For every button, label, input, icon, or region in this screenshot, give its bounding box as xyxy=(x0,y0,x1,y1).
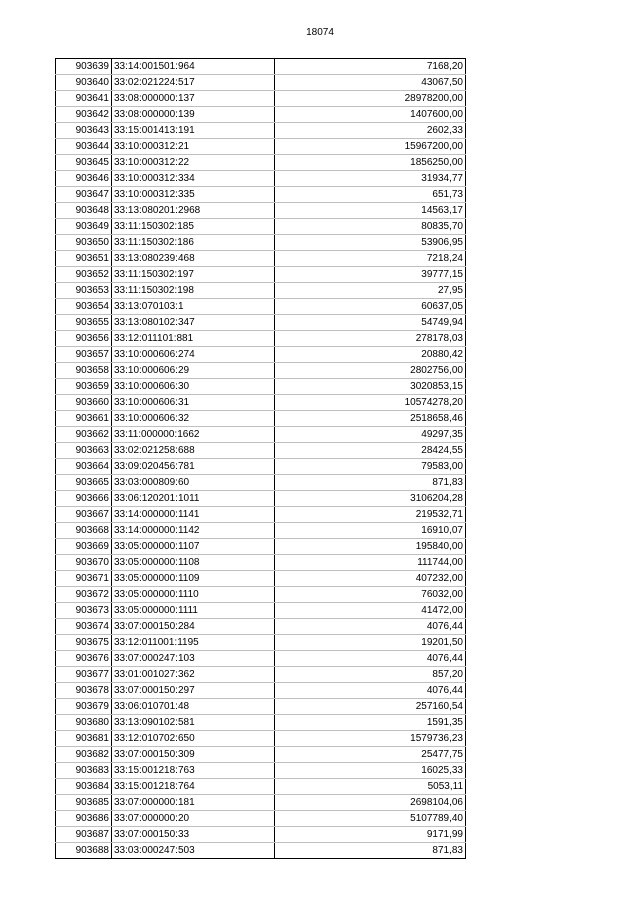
cadastral-number-cell: 33:10:000606:31 xyxy=(112,395,275,411)
cadastral-number-cell: 33:03:000247:503 xyxy=(112,843,275,859)
value-cell: 43067,50 xyxy=(275,75,466,91)
cadastral-number-cell: 33:13:080201:2968 xyxy=(112,203,275,219)
value-cell: 257160,54 xyxy=(275,699,466,715)
table-row xyxy=(56,811,466,827)
value-cell: 54749,94 xyxy=(275,315,466,331)
row-id-cell: 903648 xyxy=(56,203,112,219)
row-id-cell: 903683 xyxy=(56,763,112,779)
value-cell: 79583,00 xyxy=(275,459,466,475)
value-cell: 76032,00 xyxy=(275,587,466,603)
value-cell: 9171,99 xyxy=(275,827,466,843)
value-cell: 25477,75 xyxy=(275,747,466,763)
row-id-cell: 903643 xyxy=(56,123,112,139)
value-cell: 20880,42 xyxy=(275,347,466,363)
row-id-cell: 903642 xyxy=(56,107,112,123)
row-id-cell: 903672 xyxy=(56,587,112,603)
row-id-cell: 903681 xyxy=(56,731,112,747)
value-cell: 4076,44 xyxy=(275,619,466,635)
cadastral-number-cell: 33:05:000000:1108 xyxy=(112,555,275,571)
cadastral-number-cell: 33:10:000606:29 xyxy=(112,363,275,379)
cadastral-number-cell: 33:07:000000:181 xyxy=(112,795,275,811)
value-cell: 1579736,23 xyxy=(275,731,466,747)
table-row xyxy=(56,75,466,91)
cadastral-number-cell: 33:05:000000:1109 xyxy=(112,571,275,587)
table-row xyxy=(56,411,466,427)
value-cell: 278178,03 xyxy=(275,331,466,347)
cadastral-number-cell: 33:11:150302:185 xyxy=(112,219,275,235)
value-cell: 111744,00 xyxy=(275,555,466,571)
data-table xyxy=(55,58,466,859)
table-row xyxy=(56,299,466,315)
row-id-cell: 903680 xyxy=(56,715,112,731)
table-row xyxy=(56,395,466,411)
row-id-cell: 903654 xyxy=(56,299,112,315)
table-row xyxy=(56,555,466,571)
table-row xyxy=(56,635,466,651)
row-id-cell: 903651 xyxy=(56,251,112,267)
cadastral-number-cell: 33:02:021224:517 xyxy=(112,75,275,91)
cadastral-number-cell: 33:07:000150:33 xyxy=(112,827,275,843)
row-id-cell: 903656 xyxy=(56,331,112,347)
table-row xyxy=(56,523,466,539)
cadastral-number-cell: 33:07:000150:297 xyxy=(112,683,275,699)
table-row xyxy=(56,731,466,747)
cadastral-number-cell: 33:11:150302:198 xyxy=(112,283,275,299)
table-row xyxy=(56,443,466,459)
cadastral-number-cell: 33:15:001218:763 xyxy=(112,763,275,779)
value-cell: 1591,35 xyxy=(275,715,466,731)
value-cell: 3106204,28 xyxy=(275,491,466,507)
table-row xyxy=(56,683,466,699)
row-id-cell: 903676 xyxy=(56,651,112,667)
value-cell: 28424,55 xyxy=(275,443,466,459)
table-row xyxy=(56,763,466,779)
value-cell: 857,20 xyxy=(275,667,466,683)
table-row xyxy=(56,107,466,123)
value-cell: 16910,07 xyxy=(275,523,466,539)
table-row xyxy=(56,331,466,347)
row-id-cell: 903653 xyxy=(56,283,112,299)
row-id-cell: 903646 xyxy=(56,171,112,187)
row-id-cell: 903665 xyxy=(56,475,112,491)
cadastral-number-cell: 33:12:011001:1195 xyxy=(112,635,275,651)
value-cell: 19201,50 xyxy=(275,635,466,651)
table-row xyxy=(56,795,466,811)
table-row xyxy=(56,363,466,379)
value-cell: 3020853,15 xyxy=(275,379,466,395)
cadastral-number-cell: 33:10:000606:274 xyxy=(112,347,275,363)
table-row xyxy=(56,843,466,859)
row-id-cell: 903663 xyxy=(56,443,112,459)
value-cell: 7168,20 xyxy=(275,59,466,75)
row-id-cell: 903652 xyxy=(56,267,112,283)
table-row xyxy=(56,283,466,299)
table-row xyxy=(56,507,466,523)
table-row xyxy=(56,475,466,491)
cadastral-number-cell: 33:10:000312:335 xyxy=(112,187,275,203)
cadastral-number-cell: 33:05:000000:1111 xyxy=(112,603,275,619)
table-row xyxy=(56,171,466,187)
table-row xyxy=(56,203,466,219)
value-cell: 4076,44 xyxy=(275,651,466,667)
table-row xyxy=(56,667,466,683)
cadastral-number-cell: 33:11:150302:197 xyxy=(112,267,275,283)
row-id-cell: 903664 xyxy=(56,459,112,475)
row-id-cell: 903655 xyxy=(56,315,112,331)
cadastral-number-cell: 33:14:001501:964 xyxy=(112,59,275,75)
value-cell: 16025,33 xyxy=(275,763,466,779)
row-id-cell: 903644 xyxy=(56,139,112,155)
cadastral-number-cell: 33:06:010701:48 xyxy=(112,699,275,715)
row-id-cell: 903640 xyxy=(56,75,112,91)
cadastral-number-cell: 33:11:150302:186 xyxy=(112,235,275,251)
row-id-cell: 903668 xyxy=(56,523,112,539)
row-id-cell: 903641 xyxy=(56,91,112,107)
cadastral-number-cell: 33:12:010702:650 xyxy=(112,731,275,747)
row-id-cell: 903685 xyxy=(56,795,112,811)
row-id-cell: 903687 xyxy=(56,827,112,843)
value-cell: 49297,35 xyxy=(275,427,466,443)
cadastral-number-cell: 33:07:000150:309 xyxy=(112,747,275,763)
table-row xyxy=(56,651,466,667)
table-row xyxy=(56,251,466,267)
cadastral-number-cell: 33:12:011101:881 xyxy=(112,331,275,347)
table-row xyxy=(56,155,466,171)
cadastral-number-cell: 33:14:000000:1142 xyxy=(112,523,275,539)
value-cell: 28978200,00 xyxy=(275,91,466,107)
value-cell: 7218,24 xyxy=(275,251,466,267)
table-row xyxy=(56,187,466,203)
cadastral-number-cell: 33:10:000312:334 xyxy=(112,171,275,187)
cadastral-number-cell: 33:06:120201:1011 xyxy=(112,491,275,507)
value-cell: 14563,17 xyxy=(275,203,466,219)
row-id-cell: 903639 xyxy=(56,59,112,75)
row-id-cell: 903650 xyxy=(56,235,112,251)
row-id-cell: 903670 xyxy=(56,555,112,571)
cadastral-number-cell: 33:10:000312:21 xyxy=(112,139,275,155)
table-row xyxy=(56,235,466,251)
row-id-cell: 903679 xyxy=(56,699,112,715)
cadastral-number-cell: 33:05:000000:1110 xyxy=(112,587,275,603)
table-row xyxy=(56,603,466,619)
table-row xyxy=(56,91,466,107)
cadastral-number-cell: 33:10:000312:22 xyxy=(112,155,275,171)
value-cell: 407232,00 xyxy=(275,571,466,587)
cadastral-number-cell: 33:07:000247:103 xyxy=(112,651,275,667)
table-body xyxy=(56,59,466,859)
cadastral-number-cell: 33:08:000000:137 xyxy=(112,91,275,107)
row-id-cell: 903678 xyxy=(56,683,112,699)
row-id-cell: 903667 xyxy=(56,507,112,523)
cadastral-number-cell: 33:15:001218:764 xyxy=(112,779,275,795)
table-row xyxy=(56,379,466,395)
row-id-cell: 903658 xyxy=(56,363,112,379)
row-id-cell: 903682 xyxy=(56,747,112,763)
page-number: 18074 xyxy=(306,27,334,38)
value-cell: 871,83 xyxy=(275,843,466,859)
cadastral-number-cell: 33:09:020456:781 xyxy=(112,459,275,475)
cadastral-number-cell: 33:03:000809:60 xyxy=(112,475,275,491)
value-cell: 31934,77 xyxy=(275,171,466,187)
cadastral-number-cell: 33:11:000000:1662 xyxy=(112,427,275,443)
value-cell: 2698104,06 xyxy=(275,795,466,811)
row-id-cell: 903673 xyxy=(56,603,112,619)
row-id-cell: 903659 xyxy=(56,379,112,395)
value-cell: 2802756,00 xyxy=(275,363,466,379)
table-row xyxy=(56,571,466,587)
value-cell: 53906,95 xyxy=(275,235,466,251)
table-row xyxy=(56,715,466,731)
value-cell: 27,95 xyxy=(275,283,466,299)
value-cell: 651,73 xyxy=(275,187,466,203)
row-id-cell: 903649 xyxy=(56,219,112,235)
value-cell: 2518658,46 xyxy=(275,411,466,427)
cadastral-number-cell: 33:10:000606:30 xyxy=(112,379,275,395)
table-row xyxy=(56,779,466,795)
row-id-cell: 903671 xyxy=(56,571,112,587)
cadastral-number-cell: 33:15:001413:191 xyxy=(112,123,275,139)
row-id-cell: 903660 xyxy=(56,395,112,411)
value-cell: 2602,33 xyxy=(275,123,466,139)
cadastral-number-cell: 33:08:000000:139 xyxy=(112,107,275,123)
row-id-cell: 903675 xyxy=(56,635,112,651)
table-row xyxy=(56,347,466,363)
table-row xyxy=(56,315,466,331)
value-cell: 1407600,00 xyxy=(275,107,466,123)
row-id-cell: 903686 xyxy=(56,811,112,827)
table-row xyxy=(56,619,466,635)
row-id-cell: 903662 xyxy=(56,427,112,443)
table-row xyxy=(56,123,466,139)
value-cell: 39777,15 xyxy=(275,267,466,283)
value-cell: 219532,71 xyxy=(275,507,466,523)
cadastral-number-cell: 33:10:000606:32 xyxy=(112,411,275,427)
table-row xyxy=(56,139,466,155)
table-row xyxy=(56,267,466,283)
cadastral-number-cell: 33:13:090102:581 xyxy=(112,715,275,731)
value-cell: 195840,00 xyxy=(275,539,466,555)
row-id-cell: 903661 xyxy=(56,411,112,427)
value-cell: 1856250,00 xyxy=(275,155,466,171)
value-cell: 80835,70 xyxy=(275,219,466,235)
cadastral-number-cell: 33:01:001027:362 xyxy=(112,667,275,683)
cadastral-number-cell: 33:07:000150:284 xyxy=(112,619,275,635)
row-id-cell: 903645 xyxy=(56,155,112,171)
cadastral-number-cell: 33:14:000000:1141 xyxy=(112,507,275,523)
table-row xyxy=(56,491,466,507)
table-row xyxy=(56,539,466,555)
table-row xyxy=(56,587,466,603)
cadastral-number-cell: 33:13:080102:347 xyxy=(112,315,275,331)
row-id-cell: 903657 xyxy=(56,347,112,363)
row-id-cell: 903677 xyxy=(56,667,112,683)
cadastral-number-cell: 33:13:070103:1 xyxy=(112,299,275,315)
cadastral-number-cell: 33:05:000000:1107 xyxy=(112,539,275,555)
value-cell: 4076,44 xyxy=(275,683,466,699)
row-id-cell: 903647 xyxy=(56,187,112,203)
value-cell: 10574278,20 xyxy=(275,395,466,411)
row-id-cell: 903669 xyxy=(56,539,112,555)
table-row xyxy=(56,59,466,75)
table-row xyxy=(56,747,466,763)
table-row xyxy=(56,427,466,443)
value-cell: 15967200,00 xyxy=(275,139,466,155)
table-row xyxy=(56,827,466,843)
row-id-cell: 903684 xyxy=(56,779,112,795)
table-row xyxy=(56,219,466,235)
cadastral-number-cell: 33:07:000000:20 xyxy=(112,811,275,827)
table-row xyxy=(56,459,466,475)
row-id-cell: 903666 xyxy=(56,491,112,507)
row-id-cell: 903688 xyxy=(56,843,112,859)
cadastral-number-cell: 33:13:080239:468 xyxy=(112,251,275,267)
value-cell: 5053,11 xyxy=(275,779,466,795)
cadastral-number-cell: 33:02:021258:688 xyxy=(112,443,275,459)
value-cell: 5107789,40 xyxy=(275,811,466,827)
value-cell: 60637,05 xyxy=(275,299,466,315)
value-cell: 871,83 xyxy=(275,475,466,491)
table-row xyxy=(56,699,466,715)
value-cell: 41472,00 xyxy=(275,603,466,619)
row-id-cell: 903674 xyxy=(56,619,112,635)
